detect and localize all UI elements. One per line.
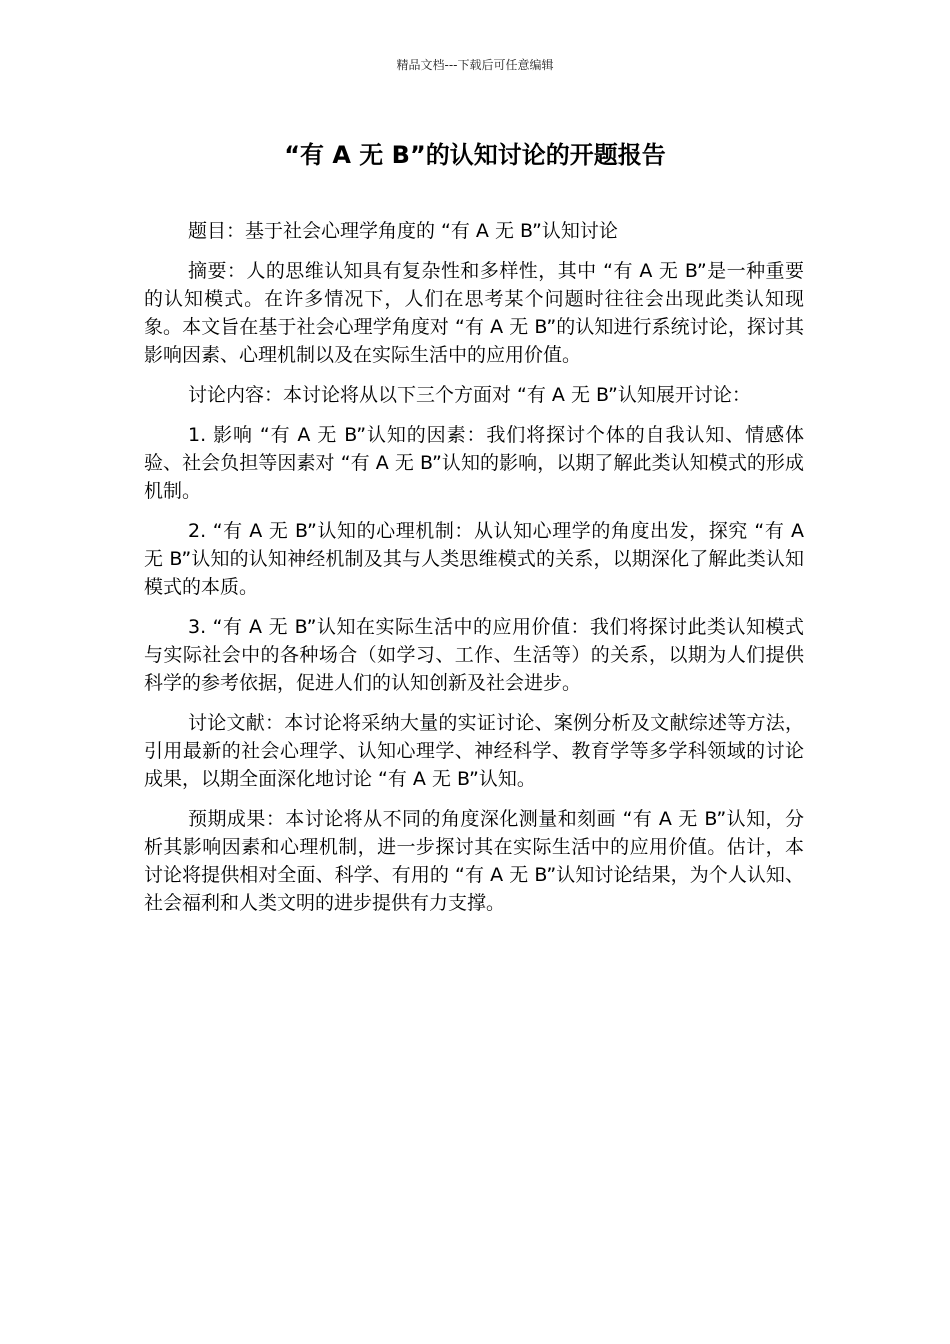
document-title: “有 A 无 B”的认知讨论的开题报告 [284,141,666,169]
paragraph-literature: 讨论文献：本讨论将采纳大量的实证讨论、案例分析及文献综述等方法，引用最新的社会心理学、认知心理学、神经科学、教育学等多学科领域的讨论成果，以期全面深化地讨论 “有 A 无 B”认知。 [144,712,804,790]
paragraph-expected-results: 预期成果：本讨论将从不同的角度深化测量和刻画 “有 A 无 B”认知，分析其影响因素和心理机制，进一步探讨其在实际生活中的应用价值。估计，本讨论将提供相对全面、科学、有用的 “有 A 无 B”认知讨论结果，为个人认知、社会福利和人类文明的进步提供有力支撑。 [144,808,804,914]
paragraph-item-3: 3. “有 A 无 B”认知在实际生活中的应用价值：我们将探讨此类认知模式与实际社会中的各种场合（如学习、工作、生活等）的关系，以期为人们提供科学的参考依据，促进人们的认知创新及社会进步。 [144,616,804,694]
paragraph-topic: 题目：基于社会心理学角度的 “有 A 无 B”认知讨论 [188,220,618,242]
paragraph-item-2: 2. “有 A 无 B”认知的心理机制：从认知心理学的角度出发，探究 “有 A 无 B”认知的认知神经机制及其与人类思维模式的关系，以期深化了解此类认知模式的本质。 [144,520,804,598]
document-body [144,217,804,929]
paragraph-abstract: 摘要：人的思维认知具有复杂性和多样性，其中 “有 A 无 B”是一种重要的认知模式。在许多情况下，人们在思考某个问题时往往会出现此类认知现象。本文旨在基于社会心理学角度对 “有 A 无 B”的认知进行系统讨论，探讨其影响因素、心理机制以及在实际生活中的应用价值。 [144,260,804,366]
paragraph-item-1: 1. 影响 “有 A 无 B”认知的因素：我们将探讨个体的自我认知、情感体验、社会负担等因素对 “有 A 无 B”认知的影响，以期了解此类认知模式的形成机制。 [144,424,804,502]
header-note: 精品文档---下载后可任意编辑 [396,58,554,72]
paragraph-content-intro: 讨论内容：本讨论将从以下三个方面对 “有 A 无 B”认知展开讨论： [188,384,751,406]
